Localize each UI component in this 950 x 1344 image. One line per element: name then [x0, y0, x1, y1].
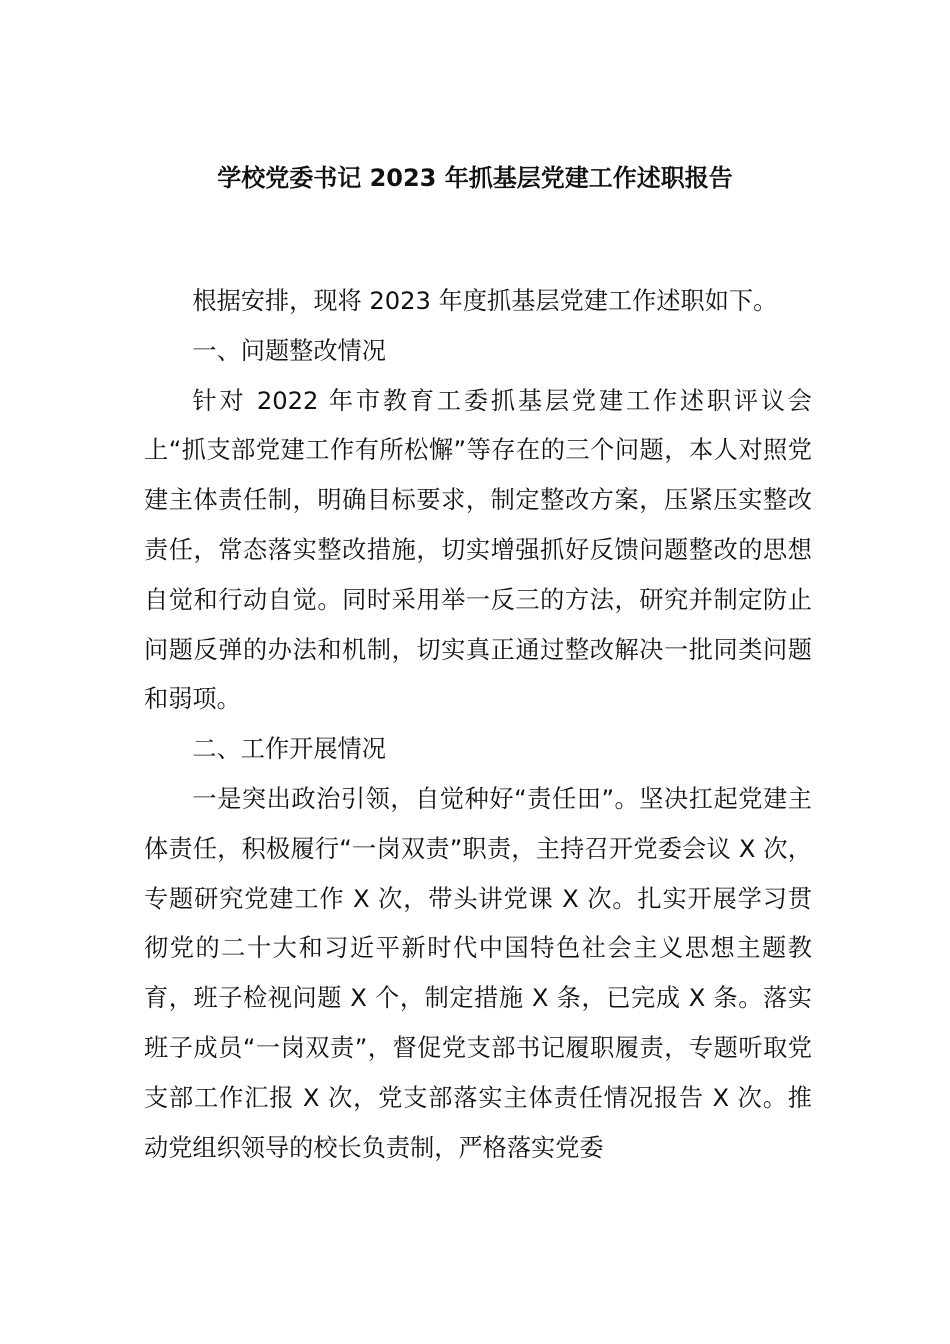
paragraph-political-leadership: 一是突出政治引领，自觉种好“责任田”。坚决扛起党建主体责任，积极履行“一岗双责”职责，主持召开党委会议 X 次，专题研究党建工作 X 次，带头讲党课 X 次。扎实开展学习贯彻党的二十大和习近平新时代中国特色社会主义思想主题教育，班子检视问题 X 个，制定措施 X 条，已完成 X 条。落实班子成员“一岗双责”，督促党支部书记履职履责，专题听取党支部工作汇报 X 次，党支部落实主体责任情况报告 X 次。推动党组织领导的校长负责制，严格落实党委 [144, 784, 812, 1162]
document-title: 学校党委书记 2023 年抓基层党建工作述职报告 [217, 164, 733, 192]
section-heading-work-progress: 二、工作开展情况 [192, 735, 386, 764]
paragraph-intro: 根据安排，现将 2023 年度抓基层党建工作述职如下。 [192, 287, 778, 315]
paragraph-problem-rectification: 针对 2022 年市教育工委抓基层党建工作述职评议会上“抓支部党建工作有所松懈”等存在的三个问题，本人对照党建主体责任制，明确目标要求，制定整改方案，压紧压实整改责任，常态落实整改措施，切实增强抓好反馈问题整改的思想自觉和行动自觉。同时采用举一反三的方法，研究并制定防止问题反弹的办法和机制，切实真正通过整改解决一批同类问题和弱项。 [144, 386, 812, 714]
section-heading-problem-rectification: 一、问题整改情况 [192, 336, 386, 365]
document-body [144, 277, 812, 1173]
